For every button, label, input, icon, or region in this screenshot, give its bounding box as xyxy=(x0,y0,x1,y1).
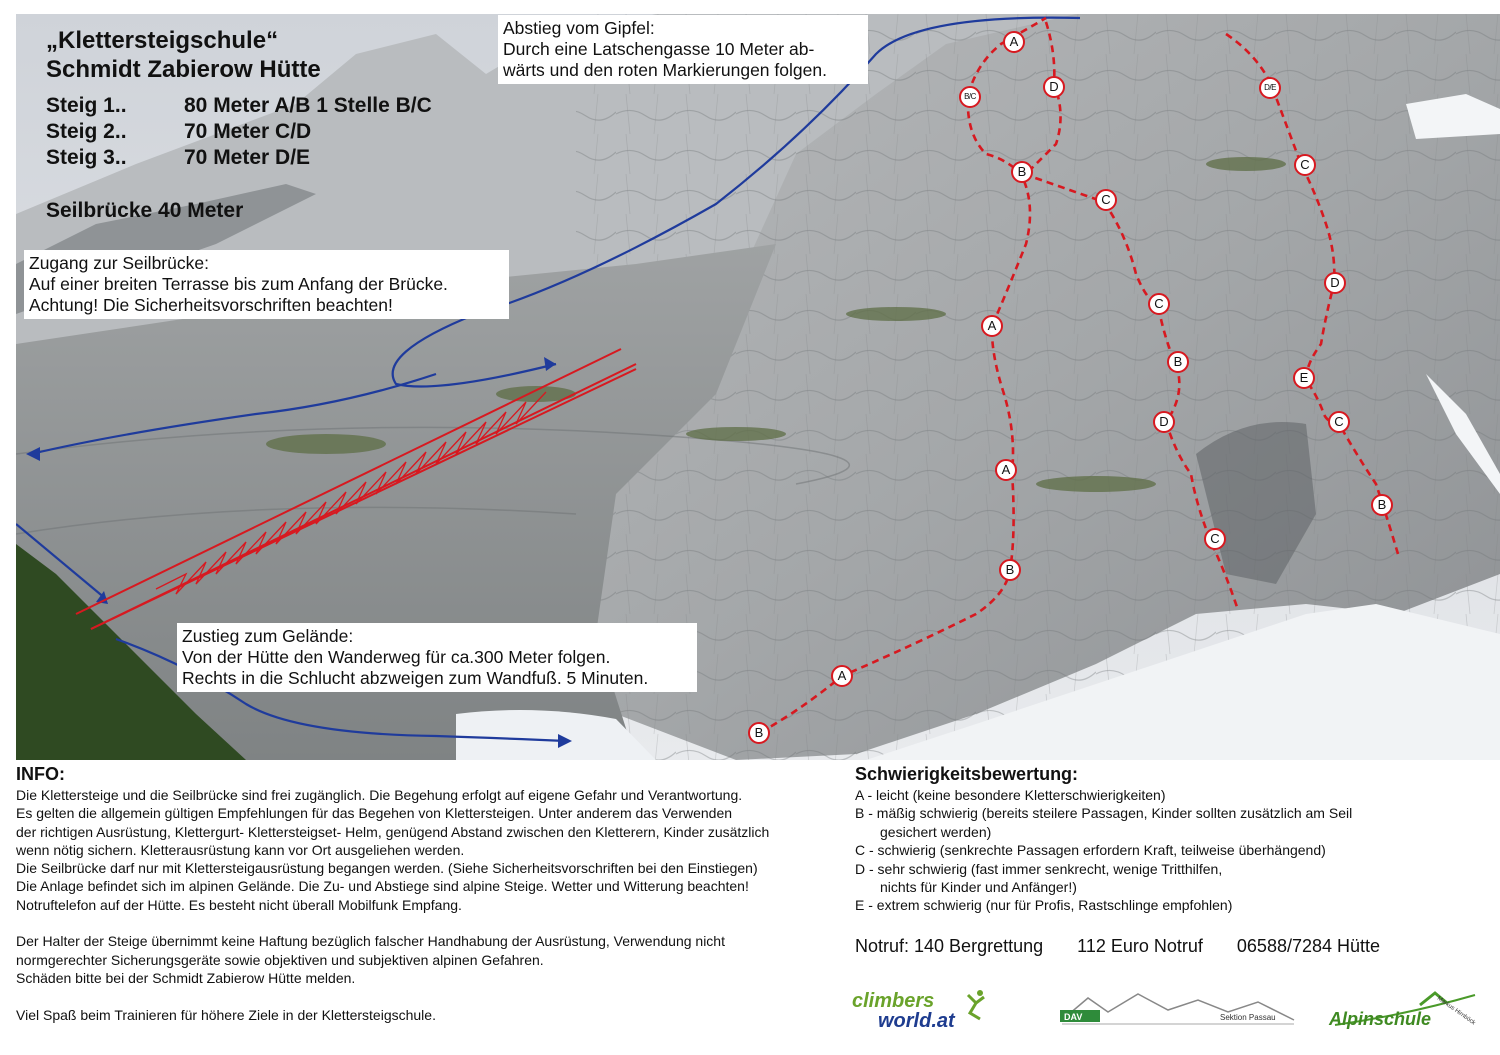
route-marker: B xyxy=(748,722,770,744)
route-name: Steig 2.. xyxy=(46,120,127,143)
rating-line: D - sehr schwierig (fast immer senkrecht, wenige Tritthilfen, xyxy=(855,860,1223,877)
world-text: world.at xyxy=(878,1010,955,1032)
route-steig-2 xyxy=(46,119,312,145)
alpinschule-logo xyxy=(1325,985,1490,1040)
rating-line: A - leicht (keine besondere Kletterschwierigkeiten) xyxy=(855,787,1166,803)
route-marker: C xyxy=(1204,528,1226,550)
callout-heading: Abstieg vom Gipfel: xyxy=(503,18,655,38)
route-marker: A xyxy=(831,665,853,687)
info-line: Notruftelefon auf der Hütte. Es besteht nicht überall Mobilfunk Empfang. xyxy=(16,896,462,913)
emergency-euro-notruf: 112 Euro Notruf xyxy=(1077,936,1203,956)
route-desc: 80 Meter A/B 1 Stelle B/C xyxy=(184,94,432,117)
route-marker: B/C xyxy=(959,86,981,108)
callout-line: Achtung! Die Sicherheitsvorschriften beachten! xyxy=(29,295,393,315)
sektion-text: Sektion Passau xyxy=(1220,1013,1276,1022)
info-line: Die Klettersteige und die Seilbrücke sind frei zugänglich. Die Begehung erfolgt auf eigene Gefahr und Verantwortung. xyxy=(16,787,743,803)
callout-line: Rechts in die Schlucht abzweigen zum Wandfuß. 5 Minuten. xyxy=(182,668,649,688)
callout-line: Durch eine Latschengasse 10 Meter ab- xyxy=(503,39,815,59)
callout-heading: Zustieg zum Gelände: xyxy=(182,626,354,646)
route-marker: B xyxy=(1167,351,1189,373)
route-marker: D xyxy=(1043,76,1065,98)
route-marker: A xyxy=(981,315,1003,337)
callout-line: Von der Hütte den Wanderweg für ca.300 Meter folgen. xyxy=(182,647,611,667)
route-marker: B xyxy=(1011,161,1033,183)
route-marker: E xyxy=(1293,367,1315,389)
bridge-length: Seilbrücke 40 Meter xyxy=(46,199,244,222)
route-steig-1 xyxy=(46,93,432,119)
info-line: der richtigen Ausrüstung, Klettergurt- Klettersteigset- Helm, genügend Abstand zwischen den Kletterern, Kinder zusätzlich xyxy=(16,823,770,840)
emergency-huette: 06588/7284 Hütte xyxy=(1236,936,1381,956)
callout-zugang xyxy=(24,250,509,319)
callout-heading: Zugang zur Seilbrücke: xyxy=(29,253,209,273)
route-marker: D xyxy=(1153,411,1175,433)
route-name: Steig 1.. xyxy=(46,94,127,117)
callout-abstieg xyxy=(498,15,868,84)
route-marker: A xyxy=(995,459,1017,481)
rating-list xyxy=(855,786,1485,915)
route-steig-3 xyxy=(46,145,311,171)
page-title xyxy=(46,26,321,84)
dav-passau-logo xyxy=(1058,990,1298,1032)
rating-line: gesichert werden) xyxy=(880,823,992,840)
title-line-1: „Klettersteigschule“ xyxy=(46,27,279,54)
climbers-text: climbers xyxy=(852,990,935,1012)
dav-badge: DAV xyxy=(1064,1012,1083,1022)
route-marker: A xyxy=(1003,31,1025,53)
info-line: Die Anlage befindet sich im alpinen Gelände. Die Zu- und Abstiege sind alpine Steige. Wetter und Witterung beachten! xyxy=(16,878,749,895)
route-marker: D xyxy=(1324,272,1346,294)
alpinschule-sub: Markus Hirnböck xyxy=(1435,995,1477,1027)
info-line xyxy=(16,914,846,932)
route-marker: B xyxy=(999,559,1021,581)
route-marker: D/E xyxy=(1259,77,1281,99)
info-heading: INFO: xyxy=(16,764,65,784)
route-photo xyxy=(16,14,1500,760)
emergency-numbers xyxy=(855,936,1409,957)
title-line-2: Schmidt Zabierow Hütte xyxy=(46,56,321,83)
route-marker: C xyxy=(1095,189,1117,211)
info-line: Es gelten die allgemein gültigen Empfehlungen für das Begehen von Klettersteigen. Unter anderem das Verwenden xyxy=(16,805,733,822)
route-name: Steig 3.. xyxy=(46,146,127,169)
rating-line: C - schwierig (senkrechte Passagen erfordern Kraft, teilweise überhängend) xyxy=(855,842,1326,859)
route-desc: 70 Meter D/E xyxy=(184,146,311,169)
alpinschule-text: Alpinschule xyxy=(1329,1009,1432,1029)
route-marker: C xyxy=(1148,293,1170,315)
info-line: Die Seilbrücke darf nur mit Klettersteigausrüstung begangen werden. (Siehe Sicherheitsvorschriften bei den Einstiegen) xyxy=(16,860,758,877)
rating-line: B - mäßig schwierig (bereits steilere Passagen, Kinder sollten zusätzlich am Seil xyxy=(855,805,1353,822)
info-text xyxy=(16,786,846,1024)
route-marker: C xyxy=(1294,154,1316,176)
callout-line: wärts und den roten Markierungen folgen. xyxy=(503,60,827,80)
rating-line: nichts für Kinder und Anfänger!) xyxy=(880,879,1077,896)
route-marker: C xyxy=(1328,411,1350,433)
rating-heading: Schwierigkeitsbewertung: xyxy=(855,764,1079,784)
info-line: Viel Spaß beim Trainieren für höhere Ziele in der Klettersteigschule. xyxy=(16,1006,436,1023)
info-line: normgerechter Sicherungsgeräte sowie objektiven und subjektiven alpinen Gefahren. xyxy=(16,951,544,968)
climbersworld-logo xyxy=(850,985,995,1033)
emergency-bergrettung: Notruf: 140 Bergrettung xyxy=(855,936,1044,956)
info-line xyxy=(16,987,846,1005)
rating-line: E - extrem schwierig (nur für Profis, Rastschlinge empfohlen) xyxy=(855,897,1233,914)
info-line: wenn nötig sichern. Kletterausrüstung kann vor Ort ausgeliehen werden. xyxy=(16,841,465,858)
info-line: Schäden bitte bei der Schmidt Zabierow Hütte melden. xyxy=(16,969,356,986)
route-desc: 70 Meter C/D xyxy=(184,120,312,143)
info-line: Der Halter der Steige übernimmt keine Haftung bezüglich falscher Handhabung der Ausrüstung, Verwendung nicht xyxy=(16,933,725,950)
callout-zustieg xyxy=(177,623,697,692)
route-marker: B xyxy=(1371,494,1393,516)
callout-line: Auf einer breiten Terrasse bis zum Anfang der Brücke. xyxy=(29,274,448,294)
